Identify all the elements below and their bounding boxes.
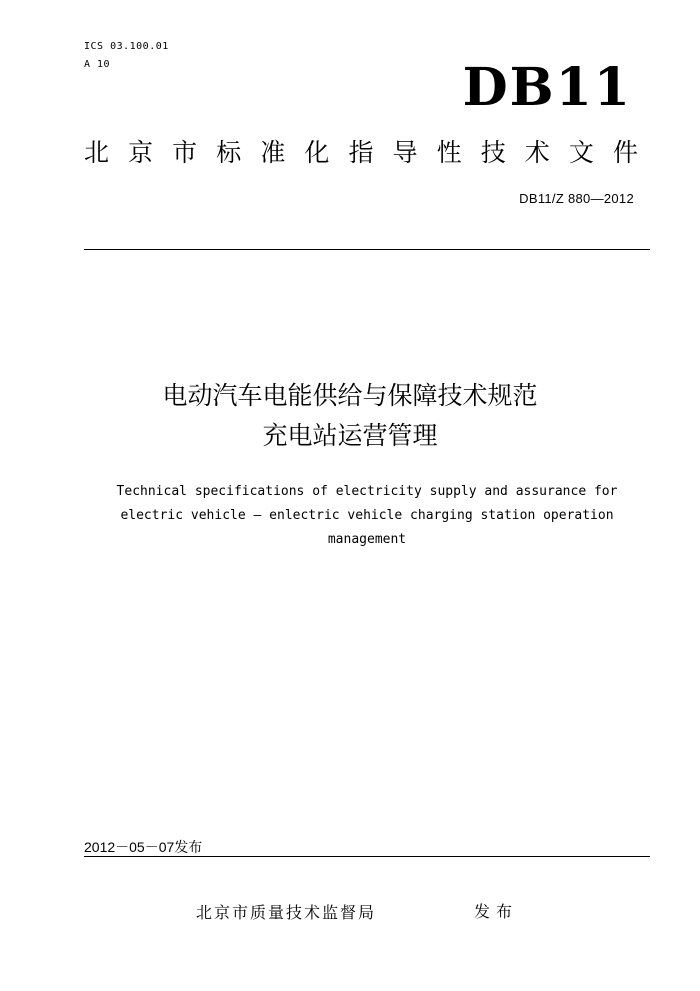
issuing-authority: 北京市质量技术监督局 [196, 903, 377, 922]
footer-divider [84, 856, 650, 857]
document-type-char: 指 [348, 138, 374, 167]
issue-date: 2012－05－07发布 [84, 839, 203, 855]
header-divider [84, 249, 650, 250]
document-type-char: 件 [612, 138, 638, 167]
title-english-line-1: Technical specifications of electricity supply and assurance for [116, 484, 618, 499]
document-type-heading [84, 136, 638, 170]
document-type-char: 北 [84, 138, 110, 167]
document-type-char: 标 [216, 138, 242, 167]
title-english-line-2: electric vehicle — enlectric vehicle charging station operation [120, 508, 614, 523]
document-type-char: 京 [128, 138, 154, 167]
document-type-char: 性 [436, 138, 462, 167]
ics-code: ICS 03.100.01 [84, 41, 169, 52]
title-english [84, 480, 650, 552]
document-type-char: 准 [260, 138, 286, 167]
title-chinese-line-1: 电动汽车电能供给与保障技术规范 [162, 381, 538, 410]
standard-code-logo: DB11 [462, 57, 632, 118]
document-type-char: 导 [392, 138, 418, 167]
title-chinese-line-2: 充电站运营管理 [262, 421, 438, 450]
issue-label: 发布 [474, 902, 519, 921]
document-type-char: 术 [524, 138, 550, 167]
classification-codes [84, 38, 169, 74]
document-number: DB11/Z 880—2012 [519, 191, 634, 206]
document-type-char: 技 [480, 138, 506, 167]
document-type-char: 化 [304, 138, 330, 167]
ccs-code: A 10 [84, 59, 111, 70]
document-type-char: 市 [172, 138, 198, 167]
title-english-line-3: management [327, 532, 407, 547]
document-type-char: 文 [568, 138, 594, 167]
